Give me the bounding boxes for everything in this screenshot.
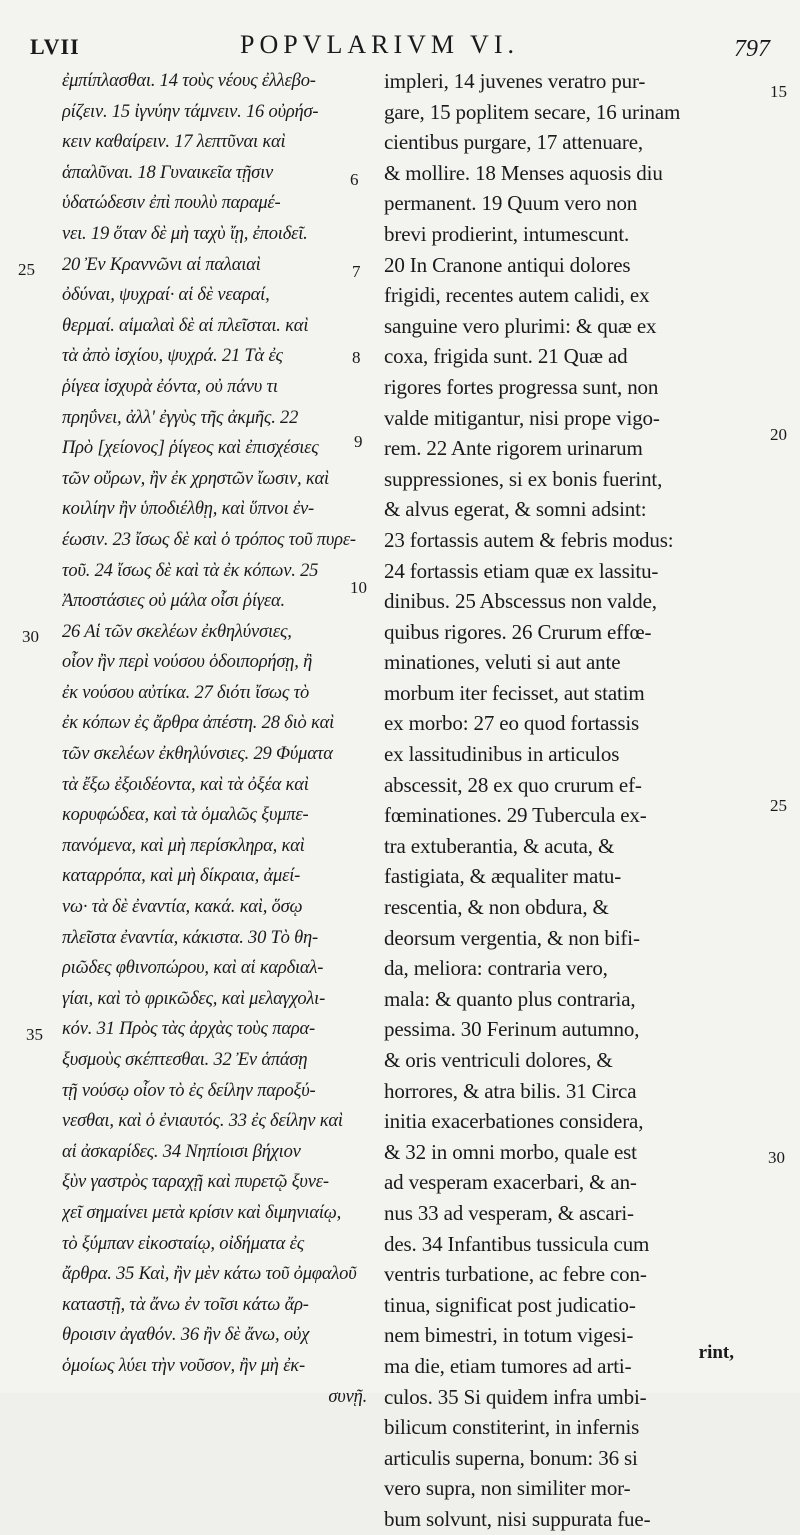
greek-line: ὀδύναι, ψυχραί· αἱ δὲ νεαραί, [62, 285, 270, 306]
latin-line: frigidi, recentes autem calidi, ex [384, 283, 650, 308]
greek-last-line: συνῇ. [328, 1386, 367, 1407]
margin-number: 6 [350, 170, 359, 189]
greek-line: κορυφώδεα, καὶ τὰ ὁμαλῶς ξυμπε- [62, 805, 309, 826]
greek-line: καταρρόπα, καὶ μὴ δίκραια, ἀμεί- [62, 866, 301, 887]
latin-line: mala: & quanto plus contraria, [384, 986, 636, 1011]
greek-line: οἷον ἢν περὶ νούσου ὁδοιπορήσῃ, ἢ [62, 652, 313, 673]
latin-line: da, meliora: contraria vero, [384, 956, 608, 981]
latin-line: coxa, frigida sunt. 21 Quæ ad [384, 344, 628, 369]
latin-line: rescentia, & non obdura, & [384, 895, 609, 920]
greek-line: τῶν σκελέων ἐκθηλύνσιες. 29 Φύματα [62, 744, 333, 765]
margin-number: 10 [350, 578, 367, 597]
latin-line: des. 34 Infantibus tussicula cum [384, 1231, 650, 1256]
running-title: POPVLARIVM VI. [240, 30, 519, 59]
margin-number: 8 [352, 348, 361, 367]
latin-line: bum solvunt, nisi suppurata fue- [384, 1506, 651, 1531]
greek-line: τὸ ξύμπαν εἰκοσταίῳ, οἰδήματα ἐς [62, 1233, 304, 1254]
greek-line: τὰ ἔξω ἐξοιδέοντα, καὶ τὰ ὀξέα καὶ [62, 774, 309, 795]
latin-line: 23 fortassis autem & febris modus: [384, 527, 674, 552]
latin-line: & 32 in omni morbo, quale est [384, 1139, 637, 1164]
latin-line: 24 fortassis etiam quæ ex lassitu- [384, 558, 659, 583]
margin-number: 25 [770, 796, 787, 815]
latin-line: minationes, veluti si aut ante [384, 650, 621, 675]
latin-line: horrores, & atra bilis. 31 Circa [384, 1078, 637, 1103]
greek-line: ριῶδες φθινοπώρου, καὶ αἱ καρδιαλ- [62, 958, 324, 979]
latin-line: sanguine vero plurimi: & quæ ex [384, 313, 657, 338]
margin-number: 7 [352, 262, 361, 281]
greek-line: κόν. 31 Πρὸς τὰς ἀρχὰς τοὺς παρα- [62, 1019, 315, 1040]
latin-line: impleri, 14 juvenes veratro pur- [384, 69, 646, 93]
greek-column [62, 66, 377, 1412]
latin-line: dinibus. 25 Abscessus non valde, [384, 589, 657, 614]
latin-line: gare, 15 poplitem secare, 16 urinam [384, 99, 681, 124]
latin-line: & alvus egerat, & somni adsint: [384, 497, 647, 522]
latin-line: tinua, significat post judicatio- [384, 1292, 636, 1317]
latin-line: vero supra, non similiter mor- [384, 1476, 631, 1501]
greek-line: νεσθαι, καὶ ὁ ἐνιαυτός. 33 ἐς δείλην καὶ [62, 1111, 343, 1132]
greek-line: αἱ ἀσκαρίδες. 34 Νηπίοισι βήχιον [62, 1141, 301, 1162]
greek-line: ὑδατώδεσιν ἐπὶ πουλὺ παραμέ- [62, 193, 281, 214]
margin-number: 20 [770, 425, 787, 444]
greek-line: καταστῇ, τὰ ἄνω ἐν τοῖσι κάτω ἄρ- [62, 1294, 309, 1315]
margin-number: 9 [354, 432, 363, 451]
greek-line: ἐκ κόπων ἐς ἄρθρα ἀπέστη. 28 διὸ καὶ [62, 713, 335, 734]
greek-line: θροισιν ἀγαθόν. 36 ἢν δὲ ἄνω, οὐχ [62, 1325, 310, 1346]
latin-line: deorsum vergentia, & non bifi- [384, 925, 640, 950]
greek-line: κειν καθαίρειν. 17 λεπτῦναι καὶ [62, 132, 286, 153]
greek-line: νω· τὰ δὲ ἐναντία, κακά. καὶ, ὅσῳ [62, 897, 303, 918]
catchword: rint, [698, 1342, 734, 1363]
greek-line: έωσιν. 23 ἴσως δὲ καὶ ὁ τρόπος τοῦ πυρε- [62, 529, 356, 550]
latin-line: ad vesperam exacerbari, & an- [384, 1170, 637, 1195]
latin-line: articulis superna, bonum: 36 si [384, 1445, 638, 1470]
greek-line: νει. 19 ὅταν δὲ μὴ ταχὺ ἴῃ, ἐποιδεῖ. [62, 223, 308, 244]
greek-line: τὰ ἀπὸ ἰσχίου, ψυχρά. 21 Τὰ ἐς [62, 346, 283, 367]
running-header [30, 28, 778, 64]
latin-line: rem. 22 Ante rigorem urinarum [384, 436, 643, 461]
latin-line: brevi prodierint, intumescunt. [384, 221, 630, 246]
greek-line: πανόμενα, καὶ μὴ περίσκληρα, καὶ [62, 835, 305, 856]
greek-line: τῇ νούσῳ οἷον τὸ ἐς δείλην παροξύ- [62, 1080, 316, 1101]
latin-line: cientibus purgare, 17 attenuare, [384, 130, 643, 155]
greek-line: θερμαί. αἱμαλαὶ δὲ αἱ πλεῖσται. καὶ [62, 315, 309, 336]
latin-line: suppressiones, si ex bonis fuerint, [384, 466, 663, 491]
latin-line: ex lassitudinibus in articulos [384, 742, 620, 767]
latin-line: pessima. 30 Ferinum autumno, [384, 1017, 640, 1042]
greek-line: ξυσμοὺς σκέπτεσθαι. 32 Ἐν ἁπάσῃ [62, 1050, 308, 1070]
greek-line: τοῦ. 24 ἴσως δὲ καὶ τὰ ἐκ κόπων. 25 [62, 560, 319, 581]
latin-line: valde mitigantur, nisi prope vigo- [384, 405, 660, 430]
greek-line: κοιλίην ἢν ὑποδιέλθῃ, καὶ ὕπνοι ἐν- [62, 499, 315, 520]
latin-line: morbum iter fecisset, aut statim [384, 680, 645, 705]
greek-line: τῶν οὔρων, ἢν ἐκ χρηστῶν ἴωσιν, καὶ [62, 468, 329, 489]
margin-number: 30 [22, 627, 39, 646]
greek-line: ἁπαλῦναι. 18 Γυναικεῖα τῇσιν [62, 162, 274, 183]
latin-line: fœminationes. 29 Tubercula ex- [384, 803, 647, 828]
page-number: 797 [734, 36, 770, 62]
greek-line: ἄρθρα. 35 Καὶ, ἢν μὲν κάτω τοῦ ὀμφαλοῦ [62, 1264, 357, 1285]
latin-line: & oris ventriculi dolores, & [384, 1048, 613, 1072]
greek-line: ξὺν γαστρὸς ταραχῇ καὶ πυρετῷ ξυνε- [62, 1172, 329, 1193]
greek-line: ῥίγεα ἰσχυρὰ ἐόντα, οὐ πάνυ τι [62, 376, 278, 397]
latin-column [384, 66, 764, 1535]
margin-number: 15 [770, 82, 787, 101]
greek-line: 20 Ἐν Κραννῶνι αἱ παλαιαὶ [62, 254, 261, 275]
greek-line: ἐκ νούσου αὐτίκα. 27 διότι ἴσως τὸ [62, 682, 310, 703]
latin-line: bilicum constiterint, in infernis [384, 1415, 640, 1440]
latin-line: 20 In Cranone antiqui dolores [384, 252, 631, 277]
margin-number: 30 [768, 1148, 785, 1167]
section-number: LVII [30, 34, 80, 59]
greek-line: πλεῖστα ἐναντία, κάκιστα. 30 Τὸ θη- [62, 927, 318, 948]
latin-line: & mollire. 18 Menses aquosis diu [384, 160, 663, 185]
greek-line: ρίζειν. 15 ἰγνύην τάμνειν. 16 οὐρήσ- [62, 101, 319, 122]
latin-line: ventris turbatione, ac febre con- [384, 1262, 647, 1287]
greek-line: Ἀποστάσιες οὐ μάλα οἷσι ῥίγεα. [62, 591, 285, 612]
greek-line: 26 Αἱ τῶν σκελέων ἐκθηλύνσιες, [62, 621, 292, 642]
greek-line: χεῖ σημαίνει μετὰ κρίσιν καὶ διμηνιαίῳ, [62, 1202, 342, 1223]
latin-line: rigores fortes progressa sunt, non [384, 374, 659, 399]
latin-line: ma die, etiam tumores ad arti- [384, 1353, 632, 1378]
latin-line: culos. 35 Si quidem infra umbi- [384, 1384, 647, 1409]
greek-line: ἐμπίπλασθαι. 14 τοὺς νέους ἐλλεβο- [62, 71, 316, 91]
greek-line: Πρὸ [χείονος] ῥίγεος καὶ ἐπισχέσιες [62, 438, 319, 459]
greek-line: ὁμοίως λύει τὴν νοῦσον, ἢν μὴ ἐκ- [62, 1355, 305, 1376]
latin-line: ex morbo: 27 eo quod fortassis [384, 711, 640, 736]
latin-line: nus 33 ad vesperam, & ascari- [384, 1200, 634, 1225]
latin-line: quibus rigores. 26 Crurum effœ- [384, 619, 652, 644]
latin-line: nem bimestri, in totum vigesi- [384, 1323, 634, 1348]
latin-line: tra extuberantia, & acuta, & [384, 833, 615, 858]
margin-number: 35 [26, 1025, 43, 1044]
latin-line: abscessit, 28 ex quo crurum ef- [384, 772, 642, 797]
latin-line: permanent. 19 Quum vero non [384, 191, 638, 216]
latin-line: fastigiata, & æqualiter matu- [384, 864, 622, 889]
greek-line: πρηΰνει, ἀλλ' ἐγγὺς τῆς ἀκμῆς. 22 [62, 407, 299, 428]
latin-line: initia exacerbationes considera, [384, 1109, 644, 1134]
greek-line: γίαι, καὶ τὸ φρικῶδες, καὶ μελαγχολι- [62, 988, 326, 1009]
margin-number: 25 [18, 260, 35, 279]
